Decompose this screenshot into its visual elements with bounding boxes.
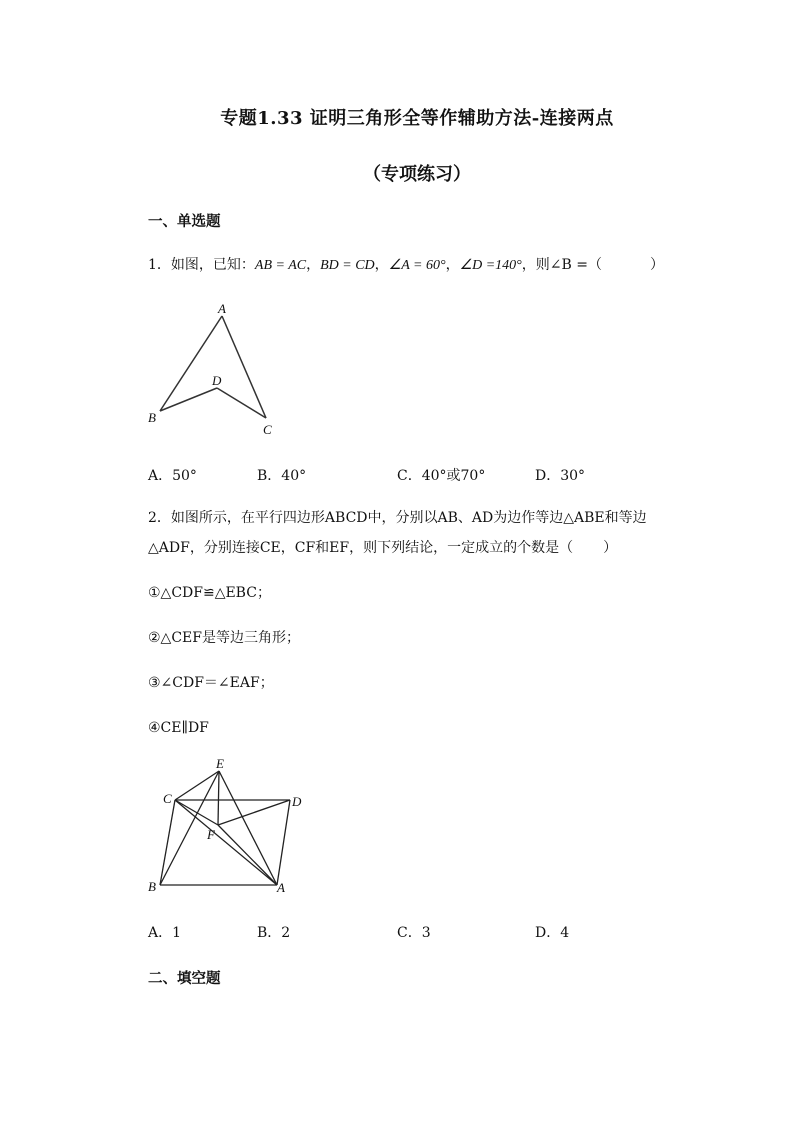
question-2-option-d[interactable]: D．4 — [535, 925, 570, 941]
segment-CF — [175, 800, 218, 825]
question-1-cond4: ∠D =140° — [459, 258, 522, 273]
question-2-text-1: 如图所示，在平行四边形ABCD中，分别以AB、AD为边作等边△ABE和等边 — [170, 510, 647, 526]
question-1: 1．如图，已知：AB = AC，BD = CD，∠A = 60°，∠D =140°，则∠B =（ ） — [148, 257, 664, 273]
segment-AF — [218, 825, 277, 885]
segment-DC — [217, 388, 266, 418]
label-D: D — [292, 794, 302, 809]
segment-AB — [160, 316, 222, 411]
question-1-ask: 则∠B =（ — [535, 257, 602, 273]
page-title: 专题1.33 证明三角形全等作辅助方法-连接两点 — [220, 108, 614, 129]
segment-DF — [218, 800, 290, 825]
page-subtitle: （专项练习） — [363, 164, 471, 185]
question-2-line-1 — [148, 508, 647, 528]
question-1-cond3: ∠A = 60° — [388, 258, 446, 273]
question-1-figure — [140, 296, 290, 441]
segment-DA — [277, 800, 290, 885]
question-1-cond1: AB = AC — [254, 258, 307, 273]
question-2-option-c[interactable]: C．3 — [397, 925, 431, 941]
label-A: A — [218, 301, 226, 316]
question-2-statement-4: ④CE∥DF — [148, 720, 209, 736]
question-1-lead: 如图，已知： — [170, 257, 255, 273]
section-fill-blank: 二、填空题 — [148, 970, 221, 987]
question-2-close: ） — [603, 540, 618, 556]
question-1-option-c[interactable]: C．40°或70° — [397, 468, 486, 484]
question-1-cond2: BD = CD — [320, 258, 375, 273]
label-D: D — [212, 373, 222, 388]
question-2-statement-3: ③∠CDF＝∠EAF； — [148, 675, 274, 691]
label-C: C — [163, 791, 172, 806]
label-E: E — [216, 756, 224, 771]
question-1-option-a[interactable]: A．50° — [148, 468, 197, 484]
label-C: C — [263, 422, 272, 437]
label-F: F — [207, 827, 215, 842]
question-2-figure — [140, 755, 320, 900]
label-B: B — [148, 879, 156, 894]
segment-AC — [222, 316, 266, 418]
segment-CE — [175, 771, 219, 800]
question-2-option-b[interactable]: B．2 — [257, 925, 291, 941]
question-1-close: ） — [650, 257, 664, 273]
question-1-number: 1． — [148, 257, 171, 273]
label-A: A — [277, 880, 285, 895]
question-2-text-2: △ADF，分别连接CE，CF和EF，则下列结论，一定成立的个数是（ — [148, 540, 574, 556]
segment-CA — [175, 800, 277, 885]
question-2-option-a[interactable]: A．1 — [148, 925, 182, 941]
segment-BC — [160, 800, 175, 885]
question-1-option-b[interactable]: B．40° — [257, 468, 307, 484]
question-2-statement-1: ①△CDF≌△EBC； — [148, 585, 271, 601]
question-2-number: 2． — [148, 510, 171, 526]
label-B: B — [148, 410, 156, 425]
question-2-line-2 — [148, 538, 617, 558]
question-1-option-d[interactable]: D．30° — [535, 468, 586, 484]
segment-EF — [218, 771, 219, 825]
section-single-choice: 一、单选题 — [148, 213, 221, 230]
segment-AE — [219, 771, 277, 885]
segment-BD — [160, 388, 217, 411]
question-2-statement-2: ②△CEF是等边三角形； — [148, 630, 300, 646]
